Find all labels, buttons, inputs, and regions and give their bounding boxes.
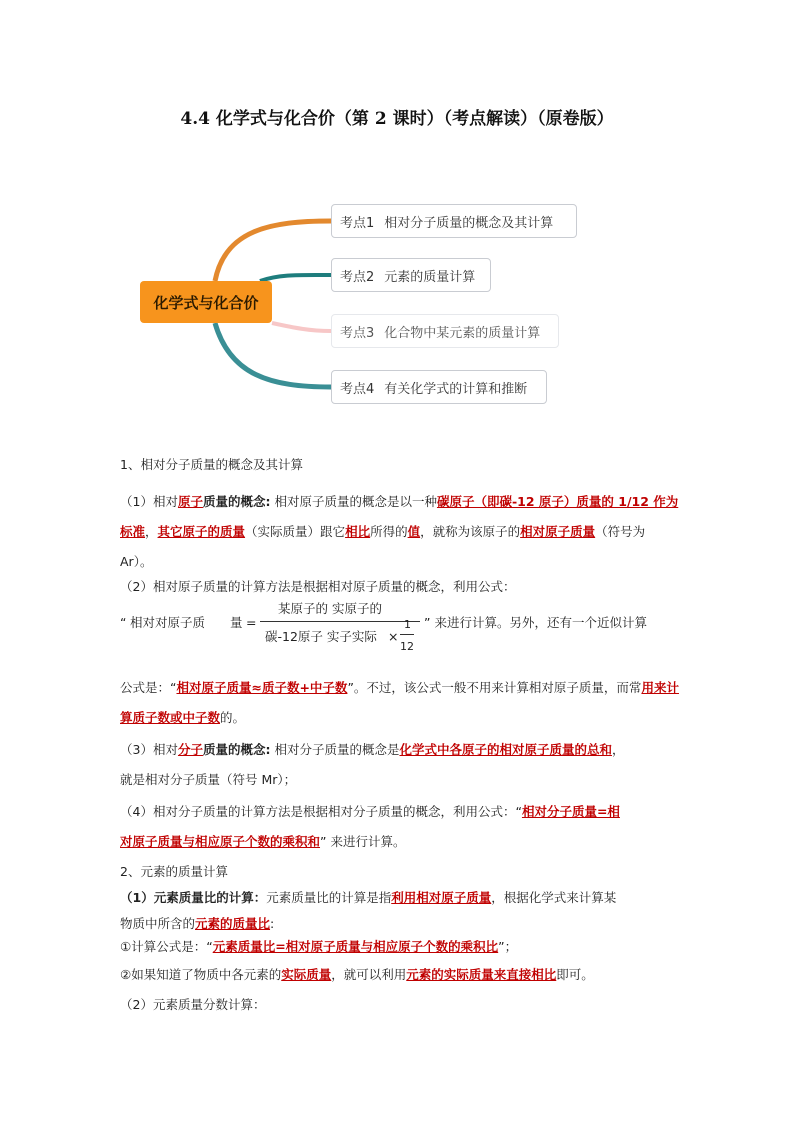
text: ①计算公式是：“ [120,939,213,954]
text: ， [145,524,158,539]
text: ，根据化学式来计算某 [491,890,617,905]
mind-map-branch-4 [331,370,547,404]
text: 所得的 [370,524,408,539]
text: （实际质量）跟它 [245,524,346,539]
section-1-paragraph-1 [120,487,680,577]
text: （1）元素质量比的计算： [120,890,267,905]
key-term: 原子 [177,494,203,509]
formula-equals: = [246,615,257,630]
section-1-paragraph-2-intro: （2）相对原子质量的计算方法是根据相对原子质量的概念，利用公式： [120,579,516,594]
text: ”。不过，该公式一般不用来计算相对原子质量， [347,680,617,695]
connector-1 [215,221,331,281]
key-term: 实际质量 [281,967,332,982]
section-1-paragraph-2-cont [120,673,680,733]
key-term: 分子 [177,742,203,757]
formula-times: × [388,629,399,644]
text: 即可。 [556,967,594,982]
text: 就是相对分子质量（符号 Mr）； [120,772,297,787]
section-1-paragraph-3 [120,735,680,795]
text: ” 来进行计算。 [320,834,406,849]
key-term: 相比 [345,524,371,539]
text: : [270,916,275,931]
connector-2 [260,275,331,281]
formula-quote: “ [120,615,127,630]
key-term: 相对原子质量 [520,524,596,539]
text: （3）相对 [120,742,178,757]
text: 相对原子质量的概念是以一种 [270,494,437,509]
mind-map [130,190,590,420]
text: 质量的概念: [202,494,271,509]
text: 的。 [220,710,246,725]
branch-number: 考点4 [340,381,375,397]
formula-twelve: 12 [400,640,414,653]
text: 公式是：“ [120,680,177,695]
text: ，就可以利用 [331,967,407,982]
text: （符号为 Ar）。 [120,524,646,569]
key-term: 元素的实际质量来直接相比 [406,967,557,982]
mind-map-branch-3 [331,314,559,348]
formula-one: 1 [404,618,411,631]
section-2-paragraph-2 [120,937,680,957]
formula-denominator: 碳-12原子 实子实际 [265,629,377,644]
text: ， [611,742,625,757]
branch-label: 元素的质量计算 [384,269,476,285]
branch-label: 相对分子质量的概念及其计算 [384,215,554,231]
section-2-heading: 2、元素的质量计算 [120,864,228,879]
key-term: 其它原子的质量 [157,524,246,539]
formula-lhs: 相对对原子质 [130,615,206,630]
key-term: 值 [407,524,421,539]
key-term: 相对原子质量≈质子数+中子数 [176,680,348,695]
text: 而常 [616,680,642,695]
section-2-paragraph-3 [120,965,680,985]
text: ，就称为该原子的 [420,524,521,539]
mind-map-branch-1 [331,204,577,238]
branch-number: 考点1 [340,215,375,231]
section-2-paragraph-4: （2）元素质量分数计算： [120,997,266,1012]
text: ”； [498,939,518,954]
key-term: 元素质量比=相对原子质量与相应原子个数的乘积比 [212,939,499,954]
text: ②如果知道了物质中各元素的 [120,967,282,982]
key-term: 化学式中各原子的相对原子质量的总和 [399,742,612,757]
key-term: 用来计算质子数或中子数 [120,680,679,725]
branch-number: 考点3 [340,325,375,341]
fraction-line-small [400,634,414,635]
key-term: 碳原子（即碳-12 原子）质量的 1/12 作为标准 [120,494,679,539]
formula-numerator: 某原子的 实原子的 [278,601,382,616]
key-term: 元素的质量比 [195,916,271,931]
page-title: 4.4 化学式与化合价（第 2 课时）（考点解读）（原卷版） [180,109,614,129]
branch-number: 考点2 [340,269,375,285]
text: 质量的概念: [202,742,271,757]
text: 物质中所含的 [120,916,196,931]
key-term: 对原子质量与相应原子个数的乘积和 [120,834,321,849]
connector-4 [215,323,331,387]
formula [120,603,680,667]
formula-after: ” 来进行计算。另外，还有一个近似计算 [424,615,647,630]
mind-map-center: 化学式与化合价 [140,281,272,323]
branch-label: 化合物中某元素的质量计算 [384,325,541,341]
mind-map-branch-2 [331,258,491,292]
text: （4）相对分子质量的计算方法是根据相对分子质量的概念，利用公式：“ [120,804,522,819]
text: 元素质量比的计算是指 [266,890,392,905]
text: （1）相对 [120,494,178,509]
section-1-heading: 1、相对分子质量的概念及其计算 [120,457,303,472]
formula-lhs-2: 量 [230,615,243,630]
key-term: 利用相对原子质量 [391,890,492,905]
key-term: 相对分子质量=相 [521,804,620,819]
section-2-paragraph-1 [120,885,680,937]
branch-label: 有关化学式的计算和推断 [384,381,528,397]
connector-3 [272,323,331,331]
fraction-line [260,621,420,622]
text: 相对分子质量的概念是 [270,742,400,757]
section-1-paragraph-4 [120,797,680,857]
